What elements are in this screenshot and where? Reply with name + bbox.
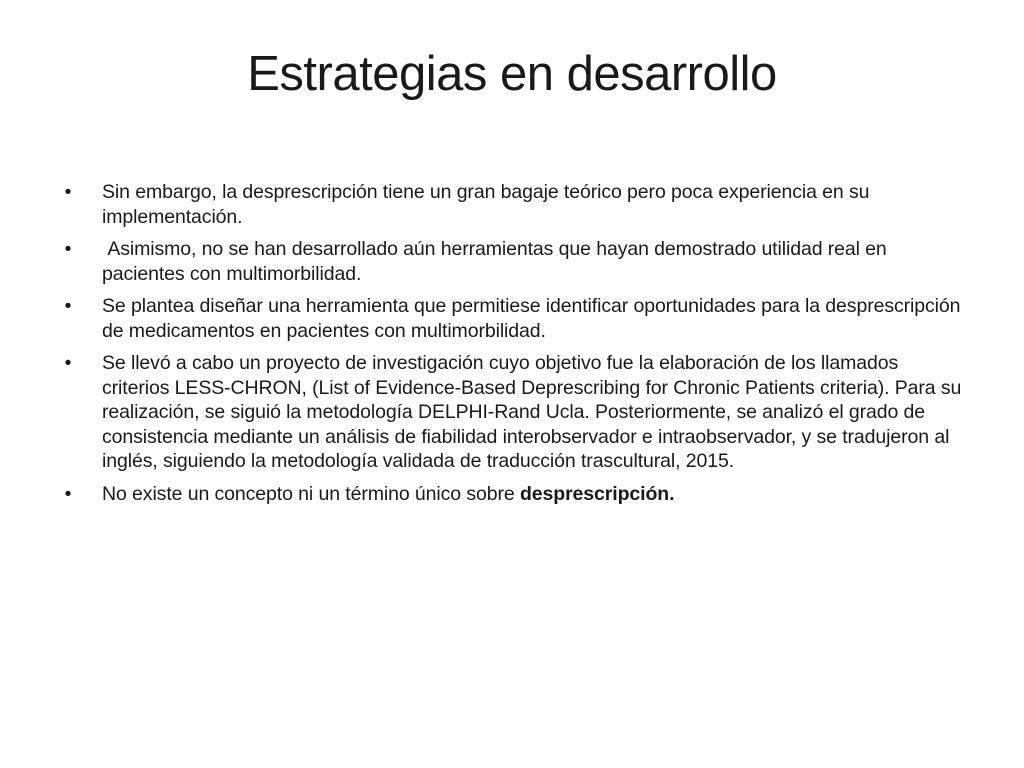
bullet-item: [58, 237, 970, 286]
bullet-text: No existe un concepto ni un término único sobre: [102, 482, 520, 505]
bullet-icon: •: [64, 482, 72, 505]
bullet-icon: •: [64, 352, 72, 374]
bullet-icon: •: [64, 295, 72, 317]
bullet-list: [58, 180, 970, 506]
bullet-text: Se plantea diseñar una herramienta que permitiese identificar oportunidades para la desprescripción de medicamentos en pacientes con multimorbilidad.: [102, 295, 961, 342]
bullet-bold-term: desprescripción.: [519, 482, 675, 505]
bullet-text: Sin embargo, la desprescripción tiene un gran bagaje teórico pero poca experiencia en su implementación.: [102, 181, 870, 228]
bullet-icon: •: [64, 181, 72, 203]
slide-title: Estrategias en desarrollo: [247, 47, 777, 101]
bullet-item: [58, 294, 970, 343]
bullet-icon: •: [64, 238, 72, 260]
slide-content: [58, 180, 970, 514]
bullet-item: [58, 482, 970, 507]
bullet-text: Se llevó a cabo un proyecto de investigación cuyo objetivo fue la elaboración de los llamados criterios LESS-CHRON, (List of Evidence-Based Deprescribing for Chronic Patients criteria). Para su realización, se siguió la metodología DELPHI-Rand Ucla. Posteriormente, se analizó el grado de consistencia mediante un análisis de fiabilidad interobservador e intraobservador, y se tradujeron al inglés, siguiendo la metodología validada de traducción trascultural, 2015.: [102, 352, 962, 472]
bullet-item: [58, 351, 970, 474]
bullet-text: Asimismo, no se han desarrollado aún herramientas que hayan demostrado utilidad real en pacientes con multimorbilidad.: [102, 238, 893, 285]
bullet-item: [58, 180, 970, 229]
